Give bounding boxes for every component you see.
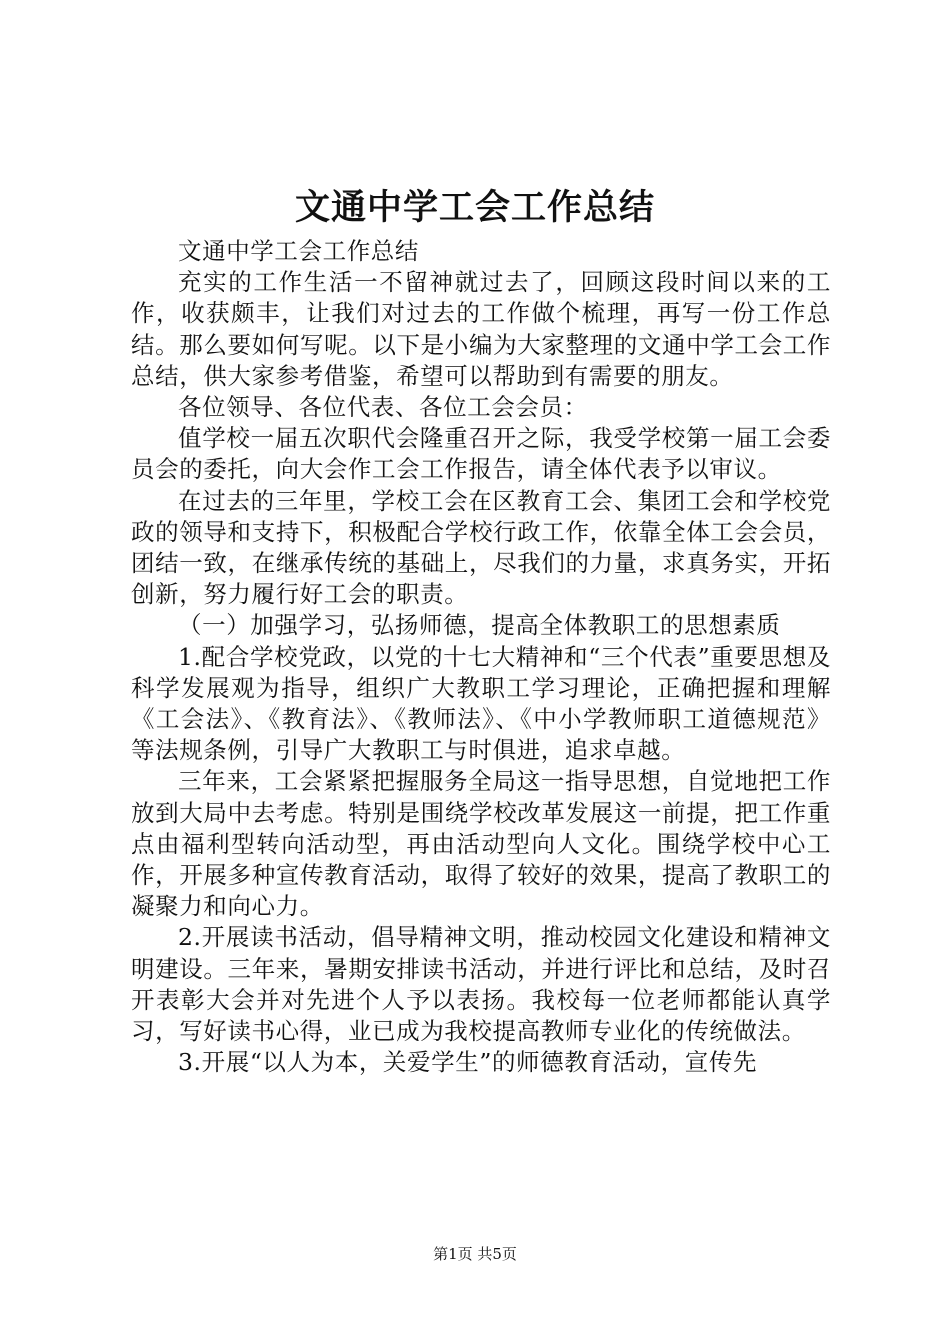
paragraph-item-1: 1.配合学校党政，以党的十七大精神和“三个代表”重要思想及科学发展观为指导，组织广大教职工学习理论，正确把握和理解《工会法》、《教育法》、《教师法》、《中小学教师职工道德规范》等法规条例，引导广大教职工与时俱进，追求卓越。 — [131, 642, 831, 765]
document-body — [131, 236, 831, 1078]
paragraph-item-2: 2.开展读书活动，倡导精神文明，推动校园文化建设和精神文明建设。三年来，暑期安排读书活动，并进行评比和总结，及时召开表彰大会并对先进个人予以表扬。我校每一位老师都能认真学习，写好读书心得，业已成为我校提高教师专业化的传统做法。 — [131, 923, 831, 1046]
paragraph-opening: 值学校一届五次职代会隆重召开之际，我受学校第一届工会委员会的委托，向大会作工会工作报告，请全体代表予以审议。 — [131, 424, 831, 484]
paragraph-subtitle: 文通中学工会工作总结 — [178, 237, 419, 265]
section-heading: （一）加强学习，弘扬师德，提高全体教职工的思想素质 — [178, 611, 781, 640]
paragraph-item-3: 3.开展“以人为本，关爱学生”的师德教育活动，宣传先 — [178, 1048, 758, 1077]
paragraph-overview: 在过去的三年里，学校工会在区教育工会、集团工会和学校党政的领导和支持下，积极配合学校行政工作，依靠全体工会会员，团结一致，在继承传统的基础上，尽我们的力量，求真务实，开拓创新，努力履行好工会的职责。 — [131, 486, 831, 609]
page-footer: 第1页 共5页 — [433, 1245, 517, 1263]
paragraph-three-years: 三年来，工会紧紧把握服务全局这一指导思想，自觉地把工作放到大局中去考虑。特别是围绕学校改革发展这一前提，把工作重点由福利型转向活动型，再由活动型向人文化。围绕学校中心工作，开展多种宣传教育活动，取得了较好的效果，提高了教职工的凝聚力和向心力。 — [131, 767, 831, 921]
paragraph-salutation: 各位领导、各位代表、各位工会会员： — [178, 393, 588, 422]
document-title: 文通中学工会工作总结 — [294, 187, 655, 228]
paragraph-intro: 充实的工作生活一不留神就过去了，回顾这段时间以来的工作，收获颇丰，让我们对过去的工作做个梳理，再写一份工作总结。那么要如何写呢。以下是小编为大家整理的文通中学工会工作总结，供大家参考借鉴，希望可以帮助到有需要的朋友。 — [131, 268, 831, 390]
